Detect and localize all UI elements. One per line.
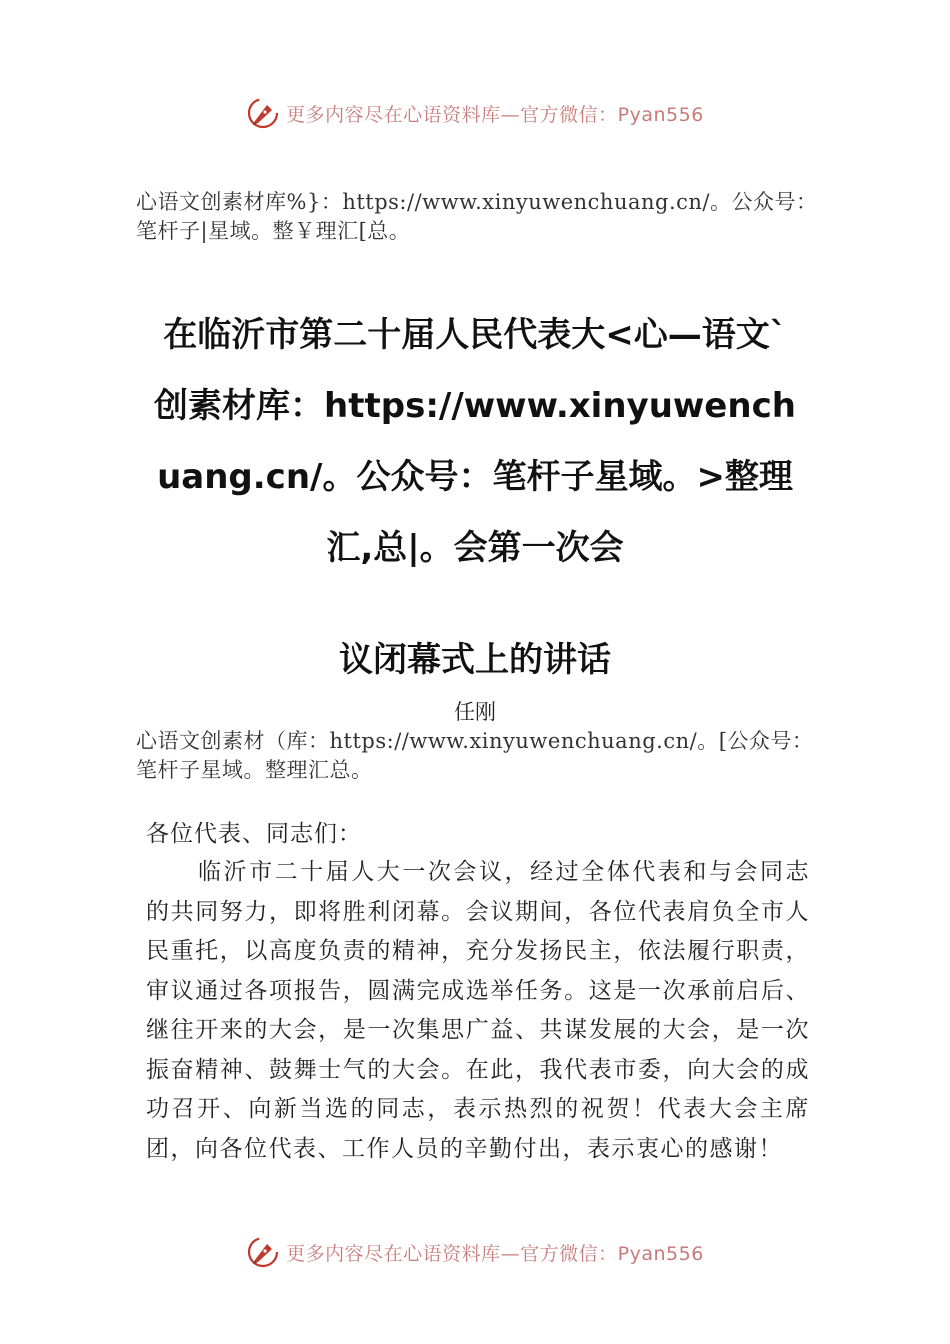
document-title: 在临沂市第二十届人民代表大<心—语文`创素材库：https://www.xinyuwenchuang.cn/。公众号：笔杆子星域。>整理汇,总|。会第一次会 [154,315,796,568]
author-name: 任刚 [454,700,496,724]
header-banner [0,93,950,133]
pen-nib-logo-icon [246,96,280,130]
pen-nib-logo-icon [246,1235,280,1269]
banner-text: 更多内容尽在心语资料库—官方微信：Pyan556 [286,103,704,126]
watermark-note-middle: 心语文创素材（库：https://www.xinyuwenchuang.cn/。[公众号：笔杆子星域。整理汇总。 [136,729,814,782]
document-title-line2: 议闭幕式上的讲话 [339,640,611,680]
watermark-note-top: 心语文创素材库%}：https://www.xinyuwenchuang.cn/。公众号：笔杆子|星域。整￥理汇[总。 [136,190,818,243]
body-paragraph: 临沂市二十届人大一次会议，经过全体代表和与会同志的共同努力，即将胜利闭幕。会议期间，各位代表肩负全市人民重托，以高度负责的精神，充分发扬民主，依法履行职责，审议通过各项报告，圆满完成选举任务。这是一次承前启后、继往开来的大会，是一次集思广益、共谋发展的大会，是一次振奋精神、鼓舞士气的大会。在此，我代表市委，向大会的成功召开、向新当选的同志，表示热烈的祝贺！代表大会主席团，向各位代表、工作人员的辛勤付出，表示衷心的感谢！ [146,859,810,1162]
wechat-id: Pyan556 [617,103,704,126]
footer-banner [0,1232,950,1272]
wechat-id: Pyan556 [617,1242,704,1265]
banner-text: 更多内容尽在心语资料库—官方微信：Pyan556 [286,1242,704,1265]
salutation: 各位代表、同志们： [146,821,362,847]
